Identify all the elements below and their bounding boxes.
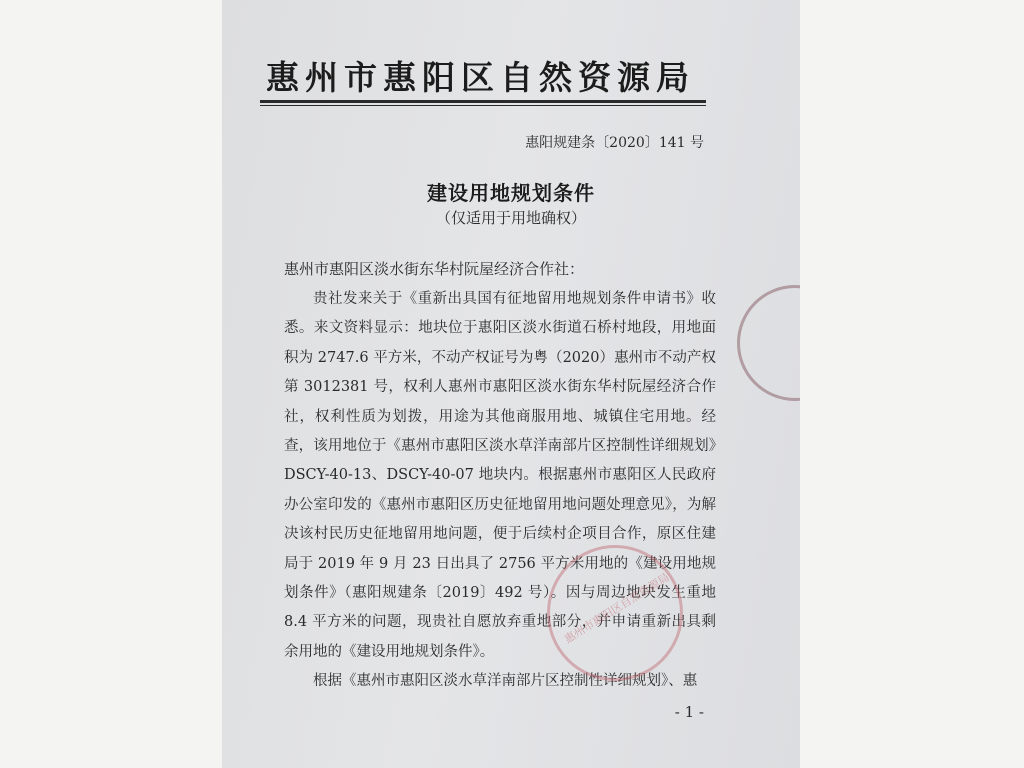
header-rule	[260, 100, 706, 103]
addressee: 惠州市惠阳区淡水街东华村阮屋经济合作社：	[284, 260, 585, 278]
official-seal	[547, 545, 683, 681]
document-number: 惠阳规建条〔2020〕141 号	[525, 135, 704, 151]
body-paragraph: 贵社发来关于《重新出具国有征地留用地规划条件申请书》收悉。来文资料显示：地块位于惠阳区淡水街道石桥村地段，用地面积为 2747.6 平方米，不动产权证号为粤（2020）惠州市不动产权第 3012381 号，权利人惠州市惠阳区淡水街东华村阮屋经济合作社，权利性质为划拨，用途为其他商服用地、城镇住宅用地。经查，该用地位于《惠州市惠阳区淡水草洋南部片区控制性详细规划》DSCY-40-13、DSCY-40-07 地块内。根据惠州市惠阳区人民政府办公室印发的《惠州市惠阳区历史征地留用地问题处理意见》，为解决该村民历史征地留用地问题，便于后续村企项目合作，原区住建局于 2019 年 9 月 23 日出具了 2756 平方米用地的《建设用地规划条件》（惠阳规建条〔2019〕492 号）。因与周边地块发生重地 8.4 平方米的问题，现贵社自愿放弃重地部分，并申请重新出具剩余用地的《建设用地规划条件》。	[284, 291, 716, 660]
document-title: 建设用地规划条件	[427, 181, 595, 205]
agency-header: 惠州市惠阳区自然资源局	[266, 58, 695, 97]
seal-text: 惠州市惠阳区自然资源局	[562, 570, 672, 646]
header-rule-thin	[260, 105, 706, 106]
document-subtitle: （仅适用于用地确权）	[435, 209, 586, 227]
body-paragraph: 根据《惠州市惠阳区淡水草洋南部片区控制性详细规划》、惠	[313, 673, 698, 690]
document-page	[222, 0, 800, 768]
seal-edge	[737, 285, 800, 401]
background-left	[0, 0, 222, 768]
page-number: - 1 -	[674, 703, 704, 721]
background-right	[800, 0, 1024, 768]
